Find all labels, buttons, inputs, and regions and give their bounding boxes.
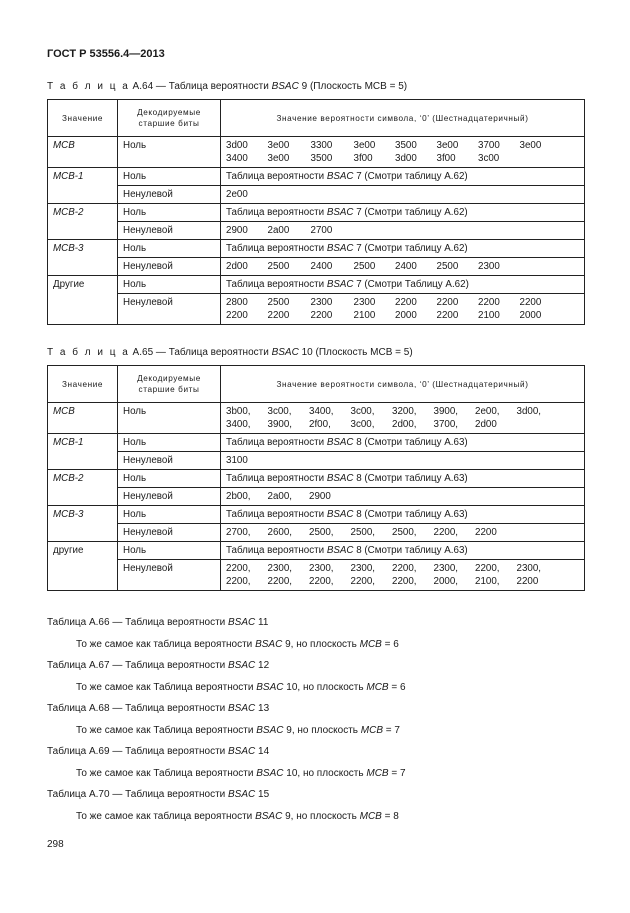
column-header: Декодируемые старшие биты (118, 100, 221, 137)
bits-cell: Ноль (118, 542, 221, 560)
hex-value: 2300, (433, 563, 459, 574)
hex-value: 2100 (353, 310, 376, 321)
bits-cell: Ноль (118, 506, 221, 524)
hex-value: 3d00, (516, 406, 542, 417)
note-body-text: 9, но плоскость (282, 811, 360, 822)
table-row (48, 560, 585, 591)
value-cell: MCB-3 (48, 506, 118, 542)
hex-value: 3e00 (267, 153, 290, 164)
value-line (226, 309, 579, 322)
probability-cell (221, 403, 585, 434)
value-cell: другие (48, 542, 118, 591)
hex-value: 2300, (267, 563, 293, 574)
hex-value: 3500 (395, 140, 417, 151)
hex-value: 2200, (392, 563, 417, 574)
hex-value: 2e00 (226, 189, 248, 200)
table-row (48, 488, 585, 506)
table-row (48, 137, 585, 168)
hex-value: 2200 (519, 297, 542, 308)
note-body-text: То же самое как Таблица вероятности (76, 725, 257, 736)
hex-value: 2000, (433, 576, 459, 587)
table-row (48, 240, 585, 258)
hex-value: 3700 (478, 140, 500, 151)
probability-cell (221, 222, 585, 240)
hex-value: 2300 (310, 297, 333, 308)
note-body-text: То же самое как Таблица вероятности (76, 682, 257, 693)
note-body-text: = 7 (383, 725, 400, 736)
hex-value: 2500 (267, 297, 290, 308)
note-body-text: То же самое как таблица вероятности (76, 811, 256, 822)
hex-value: 2a00, (267, 491, 293, 502)
note-body-text: 10, но плоскость (283, 682, 367, 693)
hex-value: 2b00, (226, 491, 251, 502)
probability-cell (221, 137, 585, 168)
caption-mid: А.65 — Таблица вероятности (129, 347, 272, 358)
value-cell: MCB-3 (48, 240, 118, 276)
note-title (47, 746, 269, 757)
hex-value: 2900 (226, 225, 248, 236)
note-title-text: Таблица А.70 — Таблица вероятности (47, 789, 229, 800)
note-title-text: Таблица А.69 — Таблица вероятности (47, 746, 229, 757)
probability-cell: Таблица вероятности BSAC 7 (Смотри таблицу А.62) (221, 168, 585, 186)
bits-cell: Ненулевой (118, 488, 221, 506)
note-title-text: Таблица А.67 — Таблица вероятности (47, 660, 229, 671)
hex-value: 2d00 (475, 419, 497, 430)
hex-value: 2200 (395, 297, 417, 308)
value-line (226, 454, 579, 467)
note-body-italic: BSAC (256, 682, 284, 693)
hex-value: 2200 (310, 310, 333, 321)
hex-value: 3b00, (226, 406, 251, 417)
hex-value: 2200, (392, 576, 417, 587)
value-cell: MCB-2 (48, 204, 118, 240)
table-a65-caption (47, 347, 413, 358)
bits-cell: Ненулевой (118, 560, 221, 591)
hex-value: 2200, (433, 527, 459, 538)
caption-mid: А.64 — Таблица вероятности (129, 81, 272, 92)
bits-cell: Ноль (118, 240, 221, 258)
note-body (76, 811, 399, 822)
value-line (226, 139, 579, 152)
hex-value: 2200, (309, 576, 334, 587)
hex-value: 2200, (267, 576, 293, 587)
hex-value: 2e00, (475, 406, 500, 417)
note-body (76, 725, 400, 736)
value-line (226, 260, 579, 273)
value-cell: Другие (48, 276, 118, 325)
note-title-text: Таблица А.68 — Таблица вероятности (47, 703, 229, 714)
hex-value: 2d00 (226, 261, 248, 272)
caption-prefix: Т а б л и ц а (47, 347, 130, 358)
caption-italic: BSAC (271, 81, 299, 92)
note-title-italic: BSAC (228, 746, 256, 757)
hex-value: 2700 (310, 225, 333, 236)
note-title (47, 703, 269, 714)
hex-value: 3f00 (436, 153, 456, 164)
note-body-text: = 6 (388, 682, 406, 693)
note-body-italic: МСВ (366, 768, 389, 779)
value-cell: MCB (48, 403, 118, 434)
hex-value: 2100 (478, 310, 500, 321)
hex-value: 2200, (475, 563, 500, 574)
bits-cell: Ноль (118, 434, 221, 452)
hex-value: 2300, (516, 563, 542, 574)
table-row (48, 542, 585, 560)
hex-value: 2000 (395, 310, 417, 321)
column-header: Значение (48, 366, 118, 403)
hex-value: 2500 (436, 261, 459, 272)
hex-value: 2200 (436, 297, 459, 308)
note-body (76, 639, 399, 650)
table-row (48, 222, 585, 240)
hex-value: 2f00, (309, 419, 331, 430)
probability-cell: Таблица вероятности BSAC 8 (Смотри таблицу А.63) (221, 434, 585, 452)
note-body-italic: BSAC (255, 639, 283, 650)
hex-value: 3d00 (395, 153, 417, 164)
caption-suffix: 9 (Плоскость МСВ = 5) (298, 81, 408, 92)
note-body-text: = 8 (381, 811, 399, 822)
note-body-italic: BSAC (255, 811, 283, 822)
hex-value: 2700, (226, 527, 251, 538)
table-row (48, 506, 585, 524)
hex-value: 2000 (519, 310, 542, 321)
note-body-italic: МСВ (366, 682, 389, 693)
caption-prefix: Т а б л и ц а (47, 81, 130, 92)
note-body-italic: BSAC (256, 768, 284, 779)
caption-suffix: 10 (Плоскость МСВ = 5) (298, 347, 413, 358)
probability-cell (221, 186, 585, 204)
hex-value: 2500, (392, 527, 417, 538)
value-line (226, 418, 579, 431)
note-body-text: 9, но плоскость (282, 639, 360, 650)
note-body-text: 9, но плоскость (283, 725, 361, 736)
hex-value: 3d00 (226, 140, 248, 151)
value-cell: MCB-1 (48, 434, 118, 470)
hex-value: 2400 (310, 261, 333, 272)
table-row (48, 276, 585, 294)
value-line (226, 490, 579, 503)
table-row (48, 524, 585, 542)
hex-value: 3f00 (353, 153, 373, 164)
bits-cell: Ноль (118, 168, 221, 186)
bits-cell: Ненулевой (118, 258, 221, 276)
note-body-text: = 6 (381, 639, 399, 650)
caption-italic: BSAC (271, 347, 299, 358)
table-a64-caption (47, 81, 407, 92)
hex-value: 3700, (433, 419, 459, 430)
value-cell: MCB-1 (48, 168, 118, 204)
hex-value: 2200 (516, 576, 539, 587)
hex-value: 2400 (395, 261, 417, 272)
document-header: ГОСТ Р 53556.4—2013 (47, 48, 165, 60)
hex-value: 2d00, (392, 419, 417, 430)
hex-value: 2500 (353, 261, 376, 272)
note-title (47, 617, 268, 628)
hex-value: 2200 (226, 310, 248, 321)
note-body-text: То же самое как Таблица вероятности (76, 768, 257, 779)
table-row (48, 403, 585, 434)
value-line (226, 575, 579, 588)
value-line (226, 526, 579, 539)
hex-value: 3e00 (436, 140, 459, 151)
note-title-italic: BSAC (228, 703, 256, 714)
note-title-number: 11 (255, 617, 269, 628)
table-row (48, 258, 585, 276)
note-body-text: = 7 (388, 768, 406, 779)
value-line (226, 224, 579, 237)
hex-value: 2200, (226, 563, 251, 574)
bits-cell: Ноль (118, 137, 221, 168)
bits-cell: Ноль (118, 204, 221, 222)
value-cell: MCB-2 (48, 470, 118, 506)
note-title (47, 660, 269, 671)
bits-cell: Ненулевой (118, 452, 221, 470)
table-a65 (47, 365, 585, 591)
value-line (226, 296, 579, 309)
note-title-italic: BSAC (228, 789, 256, 800)
table-row (48, 186, 585, 204)
hex-value: 3c00 (478, 153, 500, 164)
hex-value: 3e00 (353, 140, 376, 151)
note-title-number: 13 (255, 703, 270, 714)
probability-cell (221, 524, 585, 542)
table-row (48, 168, 585, 186)
hex-value: 3400, (309, 406, 334, 417)
probability-cell (221, 294, 585, 325)
hex-value: 2600, (267, 527, 293, 538)
hex-value: 2500, (350, 527, 376, 538)
hex-value: 3300 (310, 140, 333, 151)
note-body-italic: МСВ (359, 811, 382, 822)
probability-cell: Таблица вероятности BSAC 8 (Смотри таблицу А.63) (221, 470, 585, 488)
hex-value: 3500 (310, 153, 333, 164)
note-title-number: 15 (255, 789, 270, 800)
hex-value: 3e00 (519, 140, 542, 151)
hex-value: 3900, (267, 419, 293, 430)
note-title-italic: BSAC (228, 617, 256, 628)
hex-value: 3c00, (350, 419, 375, 430)
note-title-italic: BSAC (228, 660, 256, 671)
column-header: Значение вероятности символа, ‘0’ (Шестнадцатеричный) (221, 100, 585, 137)
probability-cell: Таблица вероятности BSAC 7 (Смотри таблицу А.62) (221, 204, 585, 222)
value-line (226, 405, 579, 418)
hex-value: 3c00, (350, 406, 375, 417)
page-number: 298 (47, 839, 64, 850)
column-header: Декодируемые старшие биты (118, 366, 221, 403)
hex-value: 2300 (478, 261, 500, 272)
hex-value: 2200 (478, 297, 500, 308)
note-title-number: 14 (255, 746, 270, 757)
hex-value: 2a00 (267, 225, 290, 236)
hex-value: 2300, (309, 563, 334, 574)
column-header: Значение вероятности символа, ‘0’ (Шестнадцатеричный) (221, 366, 585, 403)
note-body-text: 10, но плоскость (283, 768, 367, 779)
hex-value: 2900 (309, 491, 331, 502)
bits-cell: Ненулевой (118, 524, 221, 542)
probability-cell (221, 258, 585, 276)
note-body (76, 768, 406, 779)
bits-cell: Ноль (118, 470, 221, 488)
value-line (226, 188, 579, 201)
hex-value: 3900, (433, 406, 459, 417)
table-a64 (47, 99, 585, 325)
hex-value: 2300, (350, 563, 376, 574)
probability-cell: Таблица вероятности BSAC 8 (Смотри таблицу А.63) (221, 506, 585, 524)
bits-cell: Ненулевой (118, 294, 221, 325)
table-row (48, 294, 585, 325)
probability-cell: Таблица вероятности BSAC 7 (Смотри Таблицу А.62) (221, 276, 585, 294)
hex-value: 3e00 (267, 140, 290, 151)
hex-value: 3100 (226, 455, 248, 466)
value-line (226, 152, 579, 165)
note-body (76, 682, 406, 693)
bits-cell: Ненулевой (118, 222, 221, 240)
hex-value: 2200, (226, 576, 251, 587)
hex-value: 3400, (226, 419, 251, 430)
hex-value: 2500 (267, 261, 290, 272)
bits-cell: Ненулевой (118, 186, 221, 204)
hex-value: 2800 (226, 297, 248, 308)
table-row (48, 434, 585, 452)
hex-value: 2100, (475, 576, 500, 587)
hex-value: 2500, (309, 527, 334, 538)
bits-cell: Ноль (118, 403, 221, 434)
hex-value: 2200 (267, 310, 290, 321)
hex-value: 2200 (436, 310, 459, 321)
table-row (48, 452, 585, 470)
hex-value: 3200, (392, 406, 417, 417)
probability-cell (221, 560, 585, 591)
note-body-italic: BSAC (256, 725, 284, 736)
hex-value: 2200, (350, 576, 376, 587)
table-row (48, 470, 585, 488)
probability-cell (221, 488, 585, 506)
hex-value: 3c00, (267, 406, 292, 417)
note-body-italic: МСВ (360, 725, 384, 736)
column-header: Значение (48, 100, 118, 137)
hex-value: 2300 (353, 297, 376, 308)
probability-cell (221, 452, 585, 470)
note-title (47, 789, 269, 800)
hex-value: 3400 (226, 153, 248, 164)
bits-cell: Ноль (118, 276, 221, 294)
table-row (48, 204, 585, 222)
probability-cell: Таблица вероятности BSAC 7 (Смотри таблицу А.62) (221, 240, 585, 258)
note-body-italic: МСВ (359, 639, 382, 650)
hex-value: 2200 (475, 527, 497, 538)
value-line (226, 562, 579, 575)
value-cell: MCB (48, 137, 118, 168)
probability-cell: Таблица вероятности BSAC 8 (Смотри таблицу А.63) (221, 542, 585, 560)
note-title-text: Таблица А.66 — Таблица вероятности (47, 617, 229, 628)
note-title-number: 12 (255, 660, 270, 671)
note-body-text: То же самое как таблица вероятности (76, 639, 256, 650)
